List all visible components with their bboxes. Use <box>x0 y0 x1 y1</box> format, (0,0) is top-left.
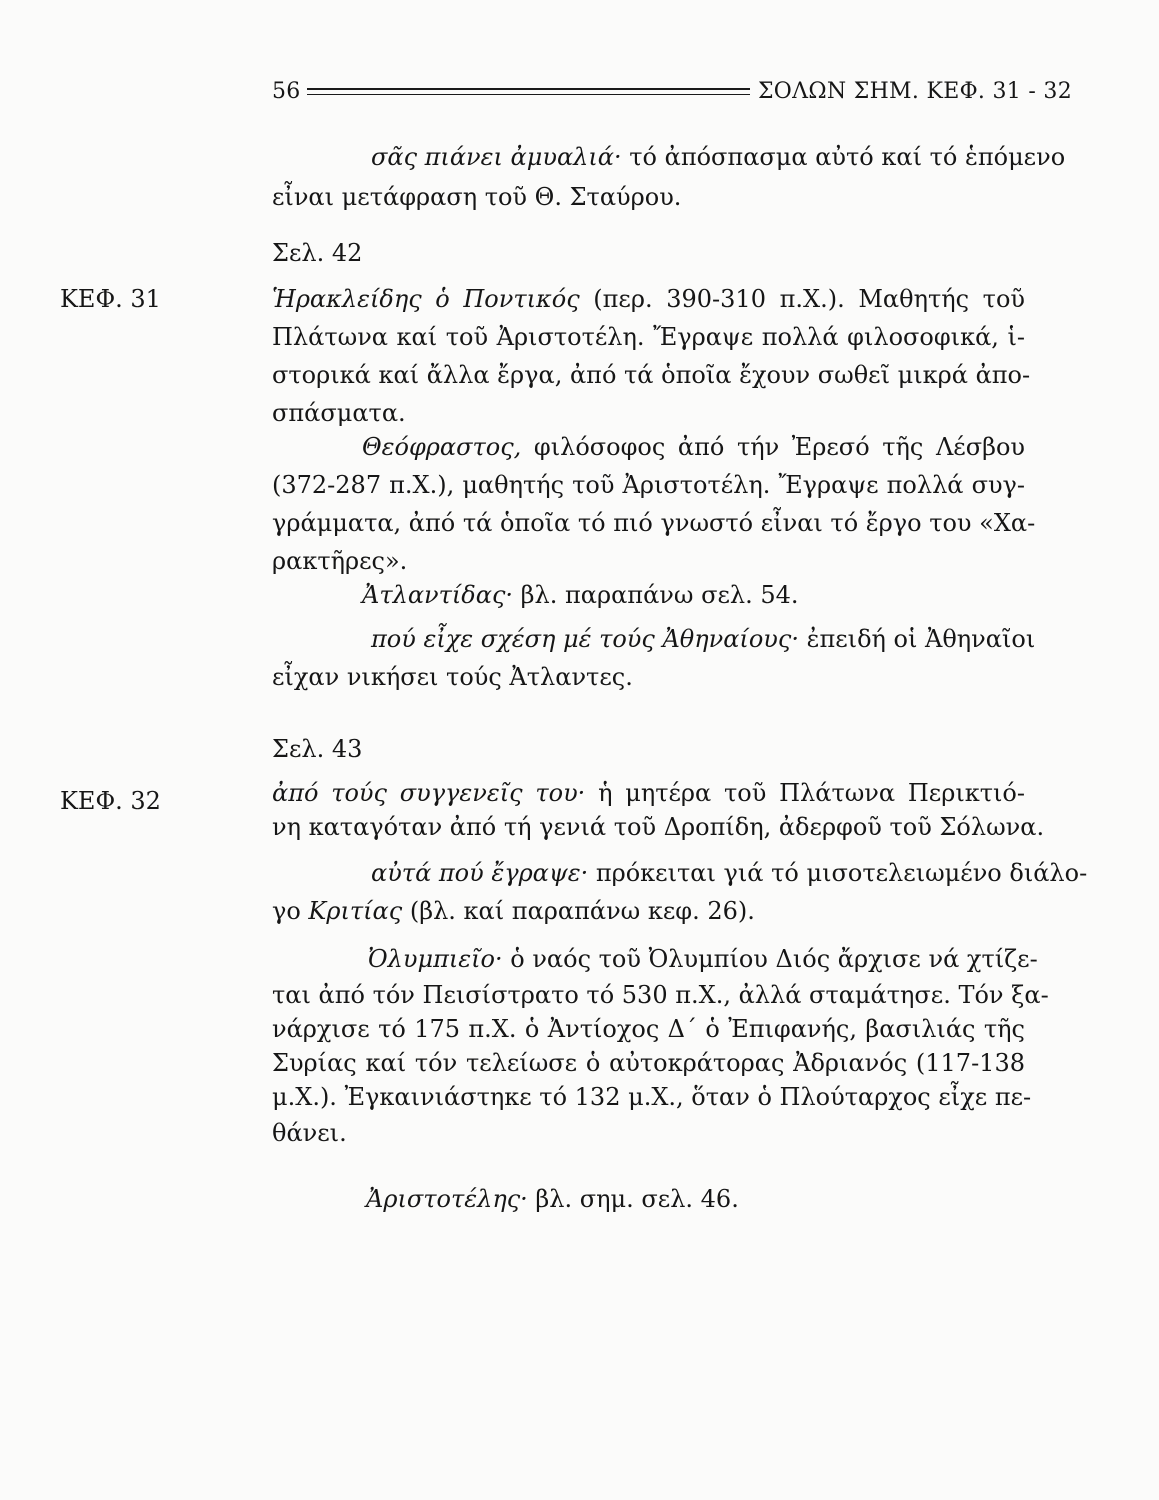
text-line: Ἀριστοτέλης· βλ. σημ. σελ. 46. <box>366 1185 739 1213</box>
text-line: πού εἶχε σχέση μέ τούς Ἀθηναίους· ἐπειδή οἱ Ἀθηναῖοι <box>371 625 1036 653</box>
text-line: (372-287 π.Χ.), μαθητής τοῦ Ἀριστοτέλη. Ἔγραψε πολλά συγ- <box>272 471 1025 499</box>
margin-label: ΚΕΦ. 31 <box>60 285 161 313</box>
text-line: Ἀτλαντίδας· βλ. παραπάνω σελ. 54. <box>362 581 799 609</box>
text-line: στορικά καί ἄλλα ἔργα, ἀπό τά ὁποῖα ἔχουν σωθεῖ μικρά ἀπο- <box>272 361 1031 389</box>
text-line: ρακτῆρες». <box>272 547 408 575</box>
text-line: θάνει. <box>272 1119 347 1147</box>
margin-label: ΚΕΦ. 32 <box>60 787 161 815</box>
text-line: σπάσματα. <box>272 399 406 427</box>
text-line: Συρίας καί τόν τελείωσε ὁ αὐτοκράτορας Ἀδριανός (117-138 <box>272 1049 1025 1077</box>
text-line: Ὀλυμπιεῖο· ὁ ναός τοῦ Ὀλυμπίου Διός ἄρχισε νά χτίζε- <box>368 945 1038 973</box>
text-line: ἀπό τούς συγγενεῖς του· ἡ μητέρα τοῦ Πλάτωνα Περικτιό- <box>272 779 1025 807</box>
section-heading: Σελ. 42 <box>272 239 363 267</box>
section-heading: Σελ. 43 <box>272 735 363 763</box>
text-line: μ.Χ.). Ἐγκαινιάστηκε τό 132 μ.Χ., ὅταν ὁ Πλούταρχος εἶχε πε- <box>272 1083 1032 1111</box>
text-line: ται ἀπό τόν Πεισίστρατο τό 530 π.Χ., ἀλλά σταμάτησε. Τόν ξα- <box>272 981 1049 1009</box>
header-rule <box>307 88 750 95</box>
running-title: ΣΟΛΩΝ ΣΗΜ. ΚΕΦ. 31 - 32 <box>757 78 1072 104</box>
text-line: αὐτά πού ἔγραψε· πρόκειται γιά τό μισοτελειωμένο διάλο- <box>371 859 1088 887</box>
text-line: γράμματα, ἀπό τά ὁποῖα τό πιό γνωστό εἶναι τό ἔργο του «Χα- <box>272 509 1036 537</box>
text-line: Ἡρακλείδης ὁ Ποντικός (περ. 390-310 π.Χ.). Μαθητής τοῦ <box>272 285 1026 313</box>
text-line: νάρχισε τό 175 π.Χ. ὁ Ἀντίοχος Δ΄ ὁ Ἐπιφανής, βασιλιάς τῆς <box>272 1015 1025 1043</box>
page-number: 56 <box>272 78 301 104</box>
text-line: νη καταγόταν ἀπό τή γενιά τοῦ Δροπίδη, ἀδερφοῦ τοῦ Σόλωνα. <box>272 813 1045 841</box>
text-line: γο Κριτίας (βλ. καί παραπάνω κεφ. 26). <box>272 897 755 925</box>
text-line: σᾶς πιάνει ἀμυαλιά· τό ἀπόσπασμα αὐτό καί τό ἑπόμενο <box>371 143 1066 171</box>
text-line: εἶχαν νικήσει τούς Ἀτλαντες. <box>272 663 633 691</box>
text-line: Πλάτωνα καί τοῦ Ἀριστοτέλη. Ἔγραψε πολλά φιλοσοφικά, ἱ- <box>272 323 1025 351</box>
running-header <box>272 74 1072 108</box>
text-line: Θεόφραστος, φιλόσοφος ἀπό τήν Ἐρεσό τῆς Λέσβου <box>362 433 1025 461</box>
text-line: εἶναι μετάφραση τοῦ Θ. Σταύρου. <box>272 183 682 211</box>
